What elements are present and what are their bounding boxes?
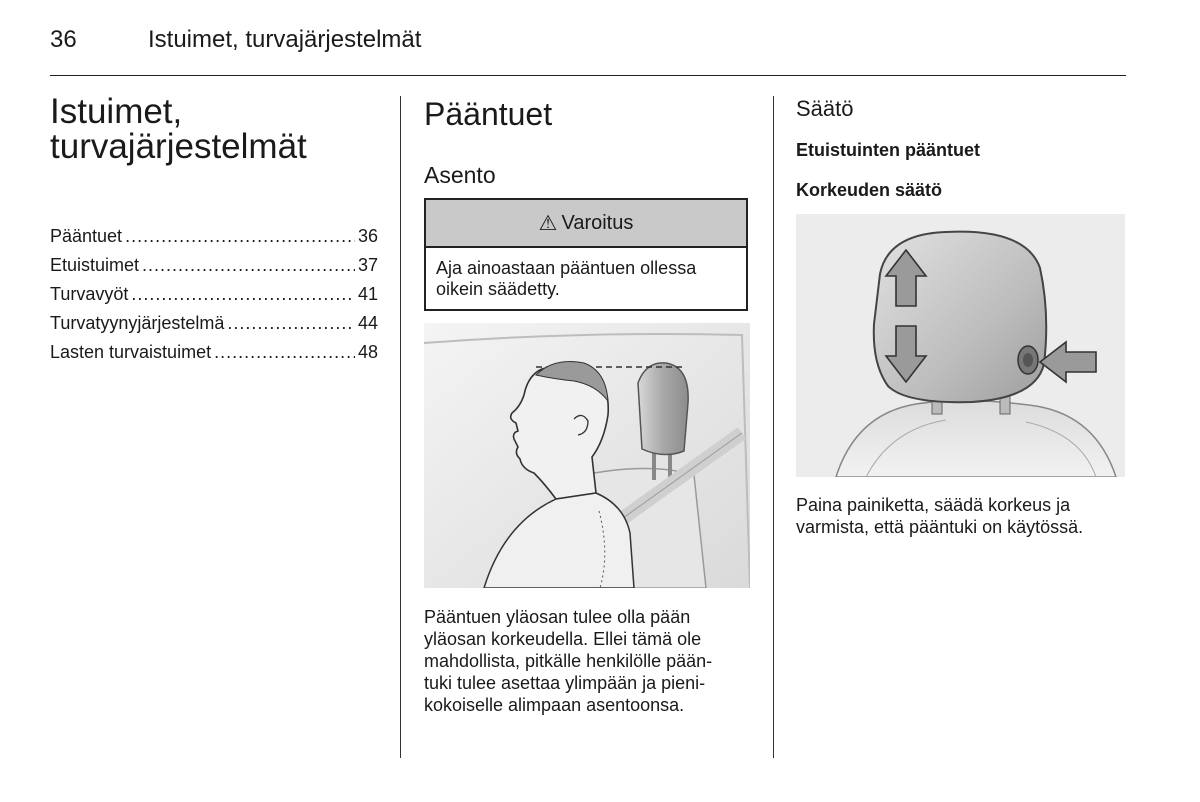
toc-entry-label: Pääntuet [50, 226, 123, 246]
warning-header [426, 200, 746, 248]
headrest-position-illustration [424, 323, 750, 588]
warning-title: Varoitus [561, 211, 634, 234]
table-of-contents [50, 224, 378, 369]
toc-entry-label: Turvatyynyjärjestelmä [50, 313, 225, 333]
toc-leader-dots [131, 282, 355, 306]
toc-entry-label: Turvavyöt [50, 284, 129, 304]
height-adjustment-heading: Korkeuden säätö [796, 180, 943, 200]
toc-leader-dots [142, 253, 355, 277]
front-seat-headrests-heading: Etuistuinten pääntuet [796, 140, 980, 160]
warning-triangle-icon: ⚠ [538, 211, 558, 235]
toc-leader-dots [125, 224, 355, 248]
adjustment-heading: Säätö [796, 96, 854, 121]
column-divider [773, 96, 774, 758]
toc-entry-page: 41 [357, 284, 378, 304]
headrest-height-adjustment-illustration [796, 214, 1125, 477]
running-title: Istuimet, turvajärjestelmät [148, 26, 422, 53]
page-number: 36 [50, 26, 77, 53]
adjustment-instruction-text: Paina painiketta, säädä korkeus ja varmista, että pääntuki on käytössä. [796, 495, 1084, 537]
subsection-title: Asento [424, 162, 496, 188]
column-divider [400, 96, 401, 758]
toc-entry-label: Lasten turvaistuimet [50, 342, 212, 362]
toc-entry-page: 48 [357, 342, 378, 362]
toc-entry[interactable] [50, 253, 378, 282]
toc-entry-label: Etuistuimet [50, 255, 140, 275]
toc-entry[interactable] [50, 340, 378, 369]
toc-entry[interactable] [50, 311, 378, 340]
toc-entry-page: 37 [357, 255, 378, 275]
warning-text: Aja ainoastaan pääntuen ollessa oikein säädetty. [436, 258, 697, 299]
warning-box [424, 198, 748, 311]
toc-entry[interactable] [50, 282, 378, 311]
toc-leader-dots [227, 311, 355, 335]
toc-entry-page: 44 [357, 313, 378, 333]
section-title: Pääntuet [424, 96, 553, 132]
headrest-position-text: Pääntuen yläosan tulee olla pään yläosan korkeudella. Ellei tämä ole mahdollista, pitkälle henkilölle pään- tuki tulee asettaa ylimpään ja pieni- kokoiselle alimpaan asentoonsa. [424, 607, 713, 715]
toc-entry-page: 36 [357, 226, 378, 246]
toc-entry[interactable] [50, 224, 378, 253]
toc-leader-dots [214, 340, 355, 364]
header-rule [50, 75, 1126, 76]
chapter-title: Istuimet, turvajärjestelmät [50, 92, 307, 166]
